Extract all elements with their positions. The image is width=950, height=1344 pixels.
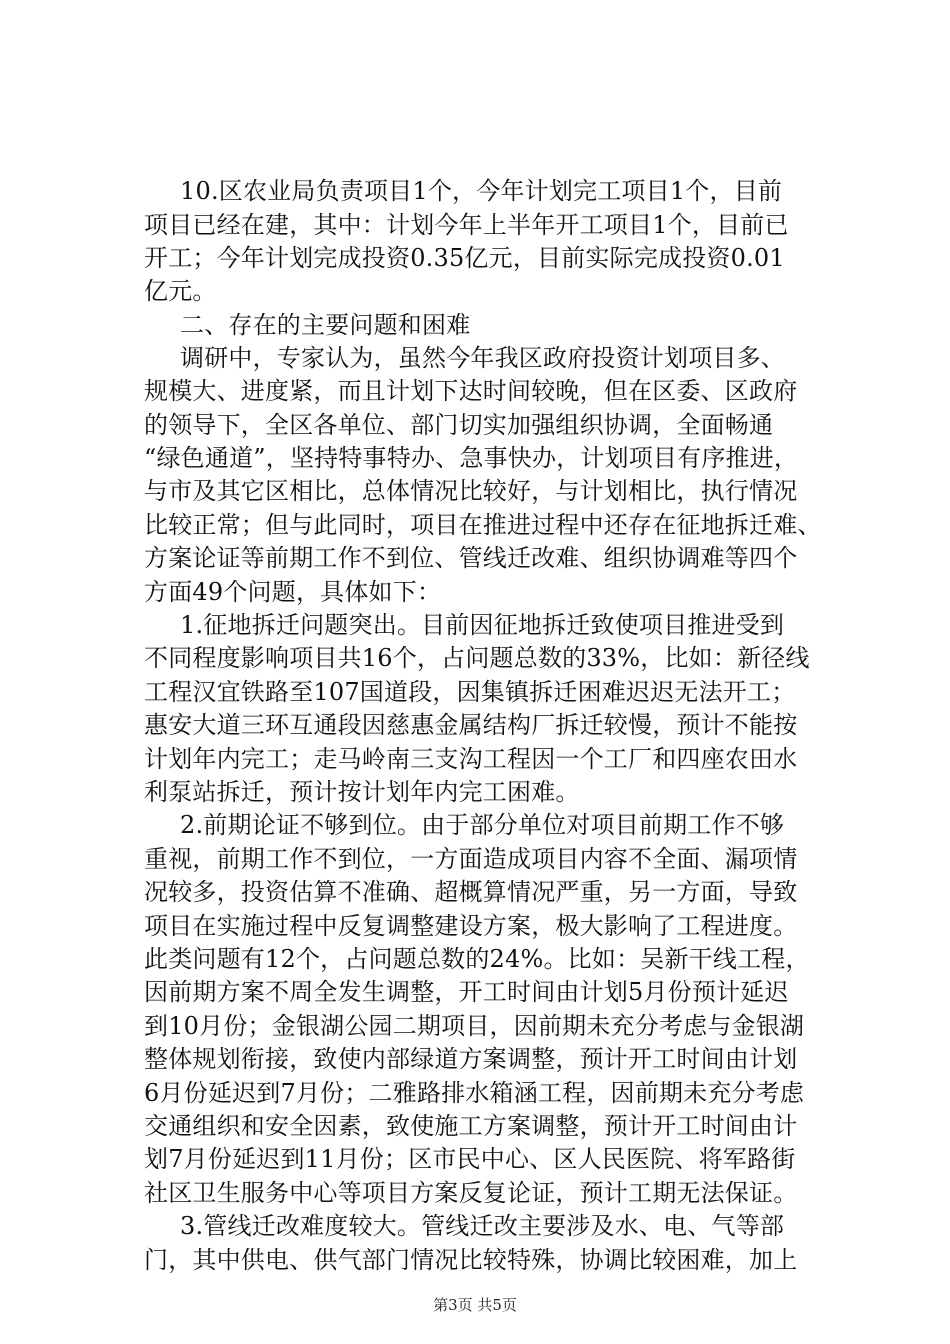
section-heading: 二、存在的主要问题和困难: [180, 311, 471, 339]
paragraph-line: 10.区农业局负责项目1个，今年计划完工项目1个，目前: [180, 177, 783, 205]
paragraph-line: 规模大、进度紧，而且计划下达时间较晚，但在区委、区政府: [144, 377, 798, 405]
page-footer: 第3页 共5页: [433, 1296, 517, 1314]
paragraph-line: “绿色通道”，坚持特事特办、急事快办，计划项目有序推进，: [144, 444, 799, 472]
paragraph-line: 6月份延迟到7月份；二雅路排水箱涵工程，因前期未充分考虑: [144, 1079, 805, 1107]
paragraph-line: 到10月份；金银湖公园二期项目，因前期未充分考虑与金银湖: [144, 1012, 805, 1040]
paragraph-line: 的领导下，全区各单位、部门切实加强组织协调，全面畅通: [144, 411, 774, 439]
paragraph-line: 与市及其它区相比，总体情况比较好，与计划相比，执行情况: [144, 477, 798, 505]
paragraph-line: 整体规划衔接，致使内部绿道方案调整，预计开工时间由计划: [144, 1045, 798, 1073]
paragraph-line: 项目在实施过程中反复调整建设方案，极大影响了工程进度。: [144, 912, 798, 940]
paragraph-line: 项目已经在建，其中：计划今年上半年开工项目1个，目前已: [144, 211, 789, 239]
paragraph-line: 3.管线迁改难度较大。管线迁改主要涉及水、电、气等部: [180, 1212, 785, 1240]
paragraph-line: 重视，前期工作不到位，一方面造成项目内容不全面、漏项情: [144, 845, 798, 873]
paragraph-line: 亿元。: [144, 277, 217, 305]
paragraph-line: 开工；今年计划完成投资0.35亿元，目前实际完成投资0.01: [144, 244, 785, 272]
paragraph-line: 1.征地拆迁问题突出。目前因征地拆迁致使项目推进受到: [180, 611, 785, 639]
paragraph-line: 不同程度影响项目共16个，占问题总数的33%，比如：新径线: [144, 644, 810, 672]
paragraph-line: 交通组织和安全因素，致使施工方案调整，预计开工时间由计: [144, 1112, 798, 1140]
paragraph-line: 况较多，投资估算不准确、超概算情况严重，另一方面，导致: [144, 878, 798, 906]
paragraph-line: 方面49个问题，具体如下：: [144, 578, 442, 606]
paragraph-line: 门，其中供电、供气部门情况比较特殊，协调比较困难，加上: [144, 1246, 798, 1274]
paragraph-line: 调研中，专家认为，虽然今年我区政府投资计划项目多、: [180, 344, 785, 372]
paragraph-line: 惠安大道三环互通段因慈惠金属结构厂拆迁较慢，预计不能按: [144, 711, 798, 739]
paragraph-line: 比较正常；但与此同时，项目在推进过程中还存在征地拆迁难、: [144, 511, 822, 539]
paragraph-line: 此类问题有12个，占问题总数的24%。比如：吴新干线工程，: [144, 945, 810, 973]
paragraph-line: 工程汉宜铁路至107国道段，因集镇拆迁困难迟迟无法开工；: [144, 678, 796, 706]
paragraph-line: 因前期方案不周全发生调整，开工时间由计划5月份预计延迟: [144, 978, 789, 1006]
paragraph-line: 方案论证等前期工作不到位、管线迁改难、组织协调难等四个: [144, 544, 798, 572]
paragraph-line: 社区卫生服务中心等项目方案反复论证，预计工期无法保证。: [144, 1179, 798, 1207]
paragraph-line: 计划年内完工；走马岭南三支沟工程因一个工厂和四座农田水: [144, 745, 798, 773]
paragraph-line: 划7月份延迟到11月份；区市民中心、区人民医院、将军路街: [144, 1145, 796, 1173]
paragraph-line: 利泵站拆迁，预计按计划年内完工困难。: [144, 778, 580, 806]
paragraph-line: 2.前期论证不够到位。由于部分单位对项目前期工作不够: [180, 811, 785, 839]
